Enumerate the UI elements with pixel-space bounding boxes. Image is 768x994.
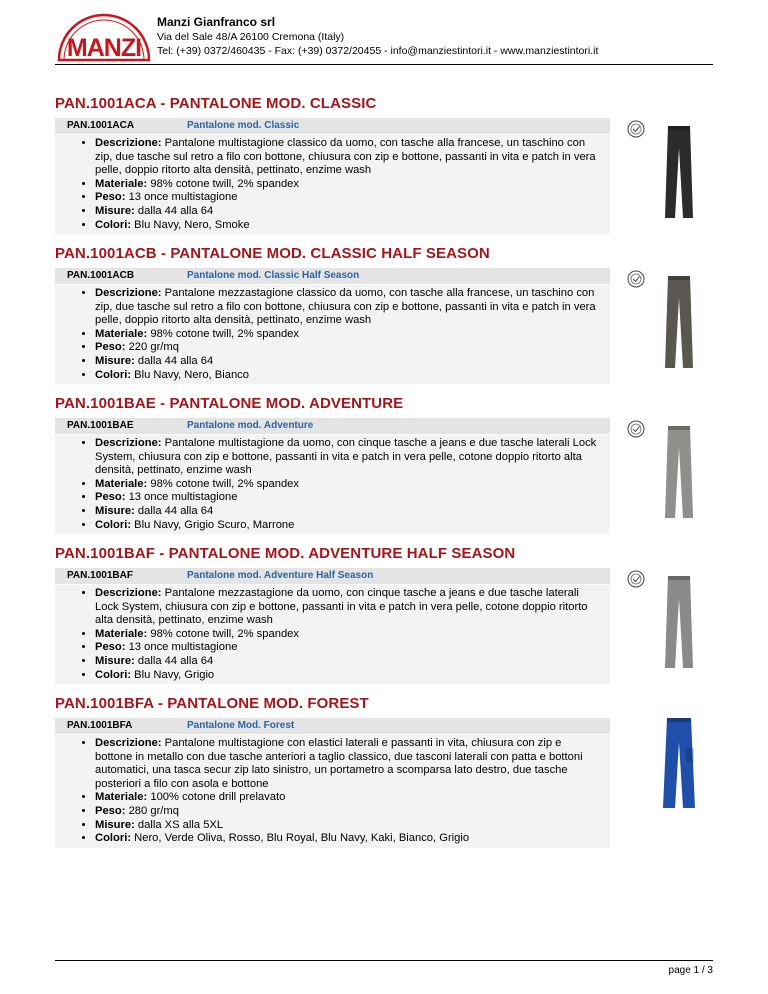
detail-misure: • Misure: dalla 44 alla 64: [95, 355, 600, 369]
page-header: [55, 12, 713, 64]
detail-peso: • Peso: 220 gr/mq: [95, 341, 600, 355]
detail-misure: • Misure: dalla XS alla 5XL: [95, 819, 600, 833]
product-title: PAN.1001BAF - PANTALONE MOD. ADVENTURE HALF SEASON: [55, 545, 516, 562]
product-code: PAN.1001BFA: [67, 720, 133, 731]
product-details: [55, 435, 610, 534]
certification-badge-icon: [627, 270, 645, 288]
product-code: PAN.1001BAF: [67, 570, 133, 581]
product-code-bar: [55, 118, 610, 134]
detail-descrizione: • Descrizione: Pantalone multistagione con elastici laterali e passanti in vita, chiusura con zip e bottone in metallo con due tasche anteriori a taglio classico, due tasconi laterali con patta e bottoni automatici, una tasca secur zip lato sinistro, un portametro a scomparsa lato destro, due tasche posteriori a filo con asola e bottone: [95, 737, 600, 791]
header-divider: [55, 64, 713, 65]
svg-text:MANZI: MANZI: [66, 34, 142, 62]
detail-descrizione: • Descrizione: Pantalone mezzastagione classico da uomo, con tasche alla francese, un taschino con zip, due tasche sul retro a filo con bottone, chiusura con zip e bottone, passanti in vita e patch in vera pelle, doppio ritorto alta densità, pettinato, enzime wash: [95, 287, 600, 328]
product-code-bar: [55, 418, 610, 434]
detail-descrizione: • Descrizione: Pantalone multistagione classico da uomo, con tasche alla francese, un taschino con zip, due tasche sul retro a filo con bottone, chiusura con zip e bottone, passanti in vita e patch in vera pelle, doppio ritorto alta densità, pettinato, enzime wash: [95, 137, 600, 178]
product-title: PAN.1001BFA - PANTALONE MOD. FOREST: [55, 695, 369, 712]
product-image-area: [615, 718, 713, 918]
detail-misure: • Misure: dalla 44 alla 64: [95, 205, 600, 219]
certification-badge-icon: [627, 120, 645, 138]
detail-materiale: • Materiale: 98% cotone twill, 2% spandex: [95, 628, 600, 642]
detail-materiale: • Materiale: 98% cotone twill, 2% spandex: [95, 478, 600, 492]
product-details: [55, 285, 610, 384]
product-title: PAN.1001ACB - PANTALONE MOD. CLASSIC HALF SEASON: [55, 245, 490, 262]
product-code: PAN.1001ACB: [67, 270, 135, 281]
detail-colori: • Colori: Nero, Verde Oliva, Rosso, Blu Royal, Blu Navy, Kaki, Bianco, Grigio: [95, 832, 600, 846]
company-name: Manzi Gianfranco srl: [157, 15, 276, 29]
detail-peso: • Peso: 13 once multistagione: [95, 641, 600, 655]
footer-divider: [55, 960, 713, 961]
manzi-logo: [55, 12, 153, 62]
certification-badge-icon: [627, 570, 645, 588]
detail-materiale: • Materiale: 98% cotone twill, 2% spandex: [95, 328, 600, 342]
trousers-icon: [659, 276, 699, 372]
detail-colori: • Colori: Blu Navy, Nero, Smoke: [95, 219, 600, 233]
detail-descrizione: • Descrizione: Pantalone multistagione da uomo, con cinque tasche a jeans e due tasche laterali Lock System, chiusura con zip e bottone, passanti in vita e patch in vera pelle, cotone doppio ritorto alta densità, pettinato, enzime wash: [95, 437, 600, 478]
detail-descrizione: • Descrizione: Pantalone mezzastagione da uomo, con cinque tasche a jeans e due tasche laterali Lock System, chiusura con zip e bottone, passanti in vita e patch in vera pelle, cotone doppio ritorto alta densità, pettinato, enzime wash: [95, 587, 600, 628]
product-block: [55, 544, 713, 681]
trousers-icon: [659, 126, 699, 222]
trousers-icon: [659, 426, 699, 522]
detail-misure: • Misure: dalla 44 alla 64: [95, 655, 600, 669]
product-details: [55, 585, 610, 684]
detail-peso: • Peso: 13 once multistagione: [95, 191, 600, 205]
product-block: [55, 94, 713, 231]
trousers-icon: [659, 576, 699, 672]
detail-peso: • Peso: 13 once multistagione: [95, 491, 600, 505]
product-details: [55, 135, 610, 234]
detail-materiale: • Materiale: 98% cotone twill, 2% spandex: [95, 178, 600, 192]
certification-badge-icon: [627, 420, 645, 438]
product-name-link[interactable]: Pantalone mod. Adventure Half Season: [187, 570, 374, 581]
product-title: PAN.1001ACA - PANTALONE MOD. CLASSIC: [55, 95, 377, 112]
detail-colori: • Colori: Blu Navy, Grigio: [95, 669, 600, 683]
product-block: [55, 394, 713, 531]
detail-colori: • Colori: Blu Navy, Grigio Scuro, Marrone: [95, 519, 600, 533]
product-name-link[interactable]: Pantalone mod. Adventure: [187, 420, 314, 431]
product-code: PAN.1001ACA: [67, 120, 135, 131]
product-code-bar: [55, 268, 610, 284]
product-title: PAN.1001BAE - PANTALONE MOD. ADVENTURE: [55, 395, 404, 412]
company-contacts: Tel: (+39) 0372/460435 - Fax: (+39) 0372/20455 - info@manziestintori.it - www.manziestintori.it: [157, 45, 599, 57]
detail-materiale: • Materiale: 100% cotone drill prelavato: [95, 791, 600, 805]
detail-misure: • Misure: dalla 44 alla 64: [95, 505, 600, 519]
product-code-bar: [55, 718, 610, 734]
product-code: PAN.1001BAE: [67, 420, 134, 431]
product-name-link[interactable]: Pantalone Mod. Forest: [187, 720, 295, 731]
detail-colori: • Colori: Blu Navy, Nero, Bianco: [95, 369, 600, 383]
company-info: [157, 14, 598, 58]
detail-peso: • Peso: 280 gr/mq: [95, 805, 600, 819]
product-block: [55, 694, 713, 845]
product-name-link[interactable]: Pantalone mod. Classic Half Season: [187, 270, 360, 281]
company-address: Via del Sale 48/A 26100 Cremona (Italy): [157, 31, 345, 43]
product-block: [55, 244, 713, 381]
product-details: [55, 735, 610, 848]
trousers-icon: [659, 718, 699, 814]
product-code-bar: [55, 568, 610, 584]
page-number: page 1 / 3: [668, 965, 713, 976]
product-name-link[interactable]: Pantalone mod. Classic: [187, 120, 300, 131]
